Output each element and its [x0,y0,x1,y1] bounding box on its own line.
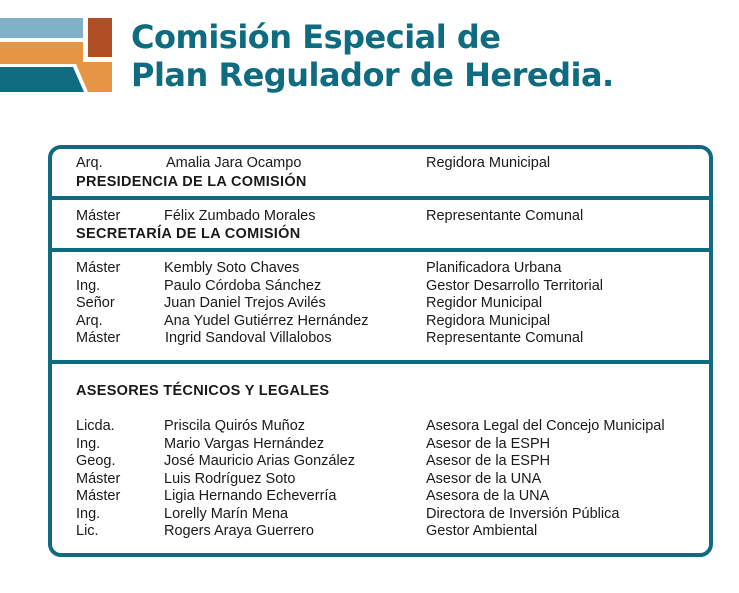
member-name: Luis Rodríguez Soto [164,471,296,487]
member-name: Félix Zumbado Morales [164,208,316,224]
member-title: Lic. [76,523,99,539]
member-name: Ingrid Sandoval Villalobos [165,330,332,346]
member-title: Máster [76,260,121,276]
member-name: Mario Vargas Hernández [164,436,325,452]
member-role: Asesora Legal del Concejo Municipal [426,418,665,434]
member-name: Ana Yudel Gutiérrez Hernández [164,313,369,329]
member-role: Representante Comunal [426,208,584,224]
member-title: Máster [76,471,121,487]
title-line-1: Comisión Especial de [131,18,501,56]
member-role: Directora de Inversión Pública [426,506,620,522]
member-title: Máster [76,208,121,224]
member-title: Arq. [76,155,103,171]
members-panel [48,145,713,557]
member-title: Señor [76,295,115,311]
member-name: Juan Daniel Trejos Avilés [164,295,326,311]
section-divider [52,360,709,364]
member-title: Arq. [76,313,103,329]
member-name: Paulo Córdoba Sánchez [164,278,322,294]
member-role: Representante Comunal [426,330,584,346]
member-role: Planificadora Urbana [426,260,562,276]
member-role: Regidor Municipal [426,295,543,311]
section-heading-presidencia: PRESIDENCIA DE LA COMISIÓN [76,174,307,190]
member-role: Asesora de la UNA [426,488,550,504]
member-role: Regidora Municipal [426,313,551,329]
member-role: Asesor de la UNA [426,471,542,487]
member-name: Kembly Soto Chaves [164,260,300,276]
member-role: Regidora Municipal [426,155,551,171]
member-role: Asesor de la ESPH [426,436,551,452]
member-title: Geog. [76,453,116,469]
member-title: Máster [76,330,121,346]
commission-logo-icon [0,0,120,100]
member-title: Ing. [76,278,101,294]
member-role: Gestor Desarrollo Territorial [426,278,604,294]
member-role: Asesor de la ESPH [426,453,551,469]
page-title [131,18,614,94]
section-heading-asesores: ASESORES TÉCNICOS Y LEGALES [76,383,330,399]
member-title: Máster [76,488,121,504]
section-divider [52,248,709,252]
member-name: Priscila Quirós Muñoz [164,418,306,434]
section-heading-secretaria: SECRETARÍA DE LA COMISIÓN [76,226,301,242]
member-title: Ing. [76,506,101,522]
member-name: Rogers Araya Guerrero [164,523,314,539]
member-title: Ing. [76,436,101,452]
title-line-2: Plan Regulador de Heredia. [131,56,614,94]
member-name: Ligia Hernando Echeverría [164,488,337,504]
member-role: Gestor Ambiental [426,523,538,539]
member-title: Licda. [76,418,115,434]
member-name: Amalia Jara Ocampo [166,155,302,171]
member-name: Lorelly Marín Mena [164,506,289,522]
member-name: José Mauricio Arias González [164,453,355,469]
section-divider [52,196,709,200]
